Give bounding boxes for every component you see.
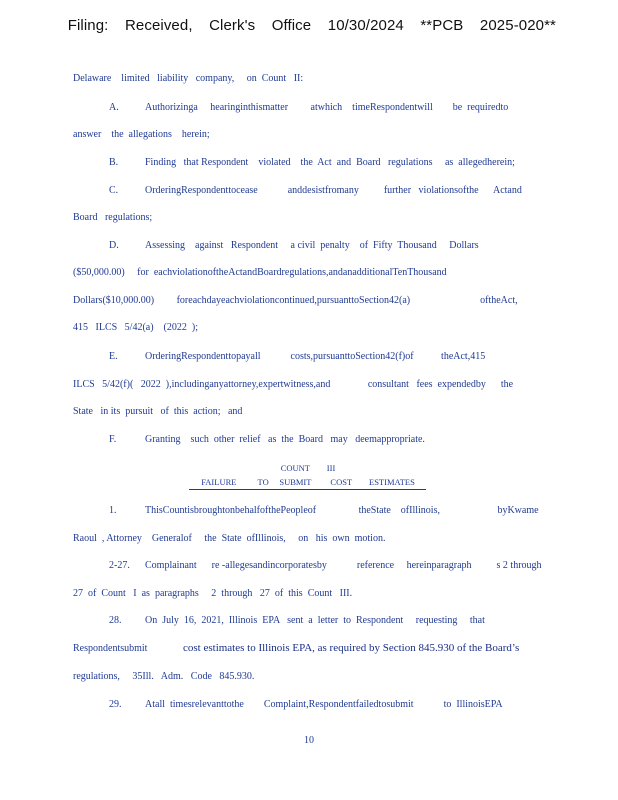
text-line: ILCS 5/42(f)( 2022 ),includinganyattorney,expertwitness,and consultant fees expendedby the [73,379,514,390]
item-label-c: C. [109,185,119,196]
text-line: ($50,000.00) for eachviolationoftheActandBoardregulations,andanadditionalTenThousand [73,267,447,278]
item-d-text: Assessing against Respondent a civil penalty of Fifty Thousand Dollars [145,240,479,251]
paragraph-text: On July 16, 2021, Illinois EPA sent a letter to Respondent requesting that [145,615,485,626]
paragraph-text: Respondentsubmit [73,643,148,654]
count-heading-subtitle: FAILURE TO SUBMIT COST ESTIMATES [201,477,415,487]
paragraph-text: regulations, 35Ill. Adm. Code 845.930. [73,671,255,682]
text-line: State in its pursuit of this action; and [73,406,243,417]
text-line: Dollars($10,000.00) foreachdayeachviolationcontinued,pursuanttoSection42(a) oftheAct, [73,295,518,306]
text-line: 415 ILCS 5/42(a) (2022 ); [73,322,198,333]
paragraph-text-emphasis: cost estimates to Illinois EPA, as required by Section 845.930 of the Board’s [183,642,520,654]
text-line: answer the allegations herein; [73,129,210,140]
item-label-b: B. [109,157,119,168]
item-label-d: D. [109,240,119,251]
item-b-text: Finding that Respondent violated the Act and Board regulations as allegedherein; [145,157,515,168]
filing-stamp: Filing: Received, Clerk's Office 10/30/2024 **PCB 2025-020** [67,17,556,34]
item-f-text: Granting such other relief as the Board may deemappropriate. [145,434,425,445]
item-e-text: OrderingRespondenttopayall costs,pursuanttoSection42(f)of theAct,415 [145,351,486,362]
item-label-e: E. [109,351,118,362]
text-line: Board regulations; [73,212,153,223]
paragraph-number: 28. [109,615,122,626]
count-heading-title: COUNT III [280,463,336,473]
item-label-f: F. [109,434,117,445]
text-line: Delaware limited liability company, on Count II: [73,73,304,84]
heading-underline [189,489,426,490]
paragraph-number: 29. [109,699,122,710]
item-c-text: OrderingRespondenttocease anddesistfromany further violationsofthe Actand [145,185,522,196]
paragraph-text: 27 of Count I as paragraphs 2 through 27 of this Count III. [73,588,353,599]
paragraph-text: Complainant re -allegesandincorporatesby reference hereinparagraph s 2 through [145,560,542,571]
item-a-text: Authorizinga hearinginthismatter atwhich timeRespondentwill be requiredto [145,102,509,113]
item-label-a: A. [109,102,119,113]
paragraph-text: ThisCountisbroughtonbehalfofthePeopleof theState ofIllinois, byKwame [145,505,539,516]
paragraph-text: Atall timesrelevanttothe Complaint,Respondentfailedtosubmit to IllinoisEPA [145,699,503,710]
paragraph-number: 1. [109,505,117,516]
paragraph-text: Raoul , Attorney Generalof the State ofIllinois, on his own motion. [73,533,386,544]
page-number: 10 [304,735,314,746]
paragraph-number: 2-27. [109,560,130,571]
